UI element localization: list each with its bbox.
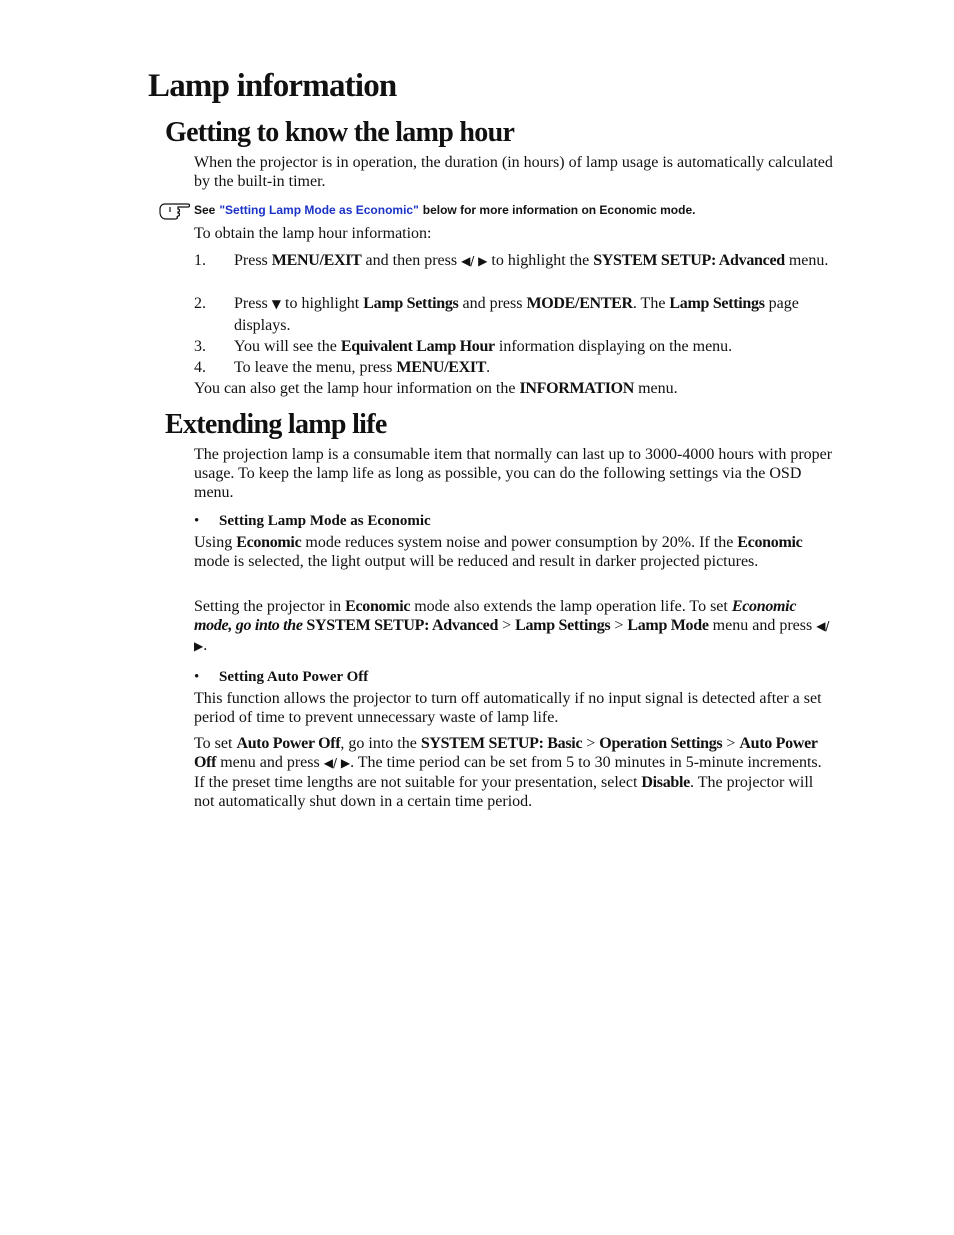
auto-power-off-para-1: This function allows the projector to turn off automatically if no input signal is detected after a set period of time to prevent unnecessary waste of lamp life. xyxy=(194,690,822,726)
down-arrow-icon: ▼ xyxy=(271,297,282,311)
section-heading-extending: Extending lamp life xyxy=(165,409,387,440)
note-rest: below for more information on Economic mode. xyxy=(422,203,696,217)
bullet-label: Setting Auto Power Off xyxy=(219,669,369,685)
step-number: 2. xyxy=(194,295,206,312)
section-heading-lamp-hour: Getting to know the lamp hour xyxy=(165,117,515,148)
step-text: Press ▼ to highlight Lamp Settings and press MODE/ENTER. The Lamp Settings page displays. xyxy=(234,295,799,334)
step-number: 4. xyxy=(194,359,206,376)
economic-para-2: Setting the projector in Economic mode also extends the lamp operation life. To set Economic mode, go into the SYSTEM SETUP: Advanced > Lamp Settings > Lamp Mode menu and press ◀/ ▶. xyxy=(194,598,830,654)
step-text: Press MENU/EXIT and then press ◀/ ▶ to highlight the SYSTEM SETUP: Advanced menu. xyxy=(234,252,829,269)
step-text: To leave the menu, press MENU/EXIT. xyxy=(234,359,491,376)
note-see: See xyxy=(194,203,216,217)
extending-intro: The projection lamp is a consumable item that normally can last up to 3000-4000 hours with proper usage. To keep the lamp life as long as possible, you can do the following settings via the OSD menu. xyxy=(194,446,833,501)
page-title: Lamp information xyxy=(148,68,397,104)
bullet-dot: • xyxy=(194,513,200,529)
note-box xyxy=(158,200,695,220)
lamp-hour-intro: When the projector is in operation, the duration (in hours) of lamp usage is automatically calculated by the built-in timer. xyxy=(194,154,833,190)
pointing-hand-icon xyxy=(158,200,192,220)
left-right-arrow-icon: ◀/ ▶ xyxy=(461,254,488,268)
left-right-arrow-icon: ◀/ ▶ xyxy=(323,756,351,770)
auto-power-off-para-2: To set Auto Power Off, go into the SYSTEM SETUP: Basic > Operation Settings > Auto Power Off menu and press ◀/ ▶. The time period can be set from 5 to 30 minutes in 5-minute increments. If the preset time lengths are not suitable for your presentation, select Disable. The projector will not automatically shut down in a certain time period. xyxy=(194,735,822,810)
lamp-hour-also: You can also get the lamp hour information on the INFORMATION menu. xyxy=(194,380,678,397)
bullet-label: Setting Lamp Mode as Economic xyxy=(219,513,431,529)
left-right-arrow-icon: ◀/ ▶ xyxy=(194,619,830,653)
bullet-dot: • xyxy=(194,669,200,685)
step-text: You will see the Equivalent Lamp Hour information displaying on the menu. xyxy=(234,338,733,355)
step-number: 1. xyxy=(194,252,206,269)
economic-para-1: Using Economic mode reduces system noise and power consumption by 20%. If the Economic mode is selected, the light output will be reduced and result in darker projected pictures. xyxy=(194,534,803,570)
note-link-economic[interactable]: "Setting Lamp Mode as Economic" xyxy=(219,203,419,217)
step-number: 3. xyxy=(194,338,206,355)
lamp-hour-lead: To obtain the lamp hour information: xyxy=(194,225,432,242)
